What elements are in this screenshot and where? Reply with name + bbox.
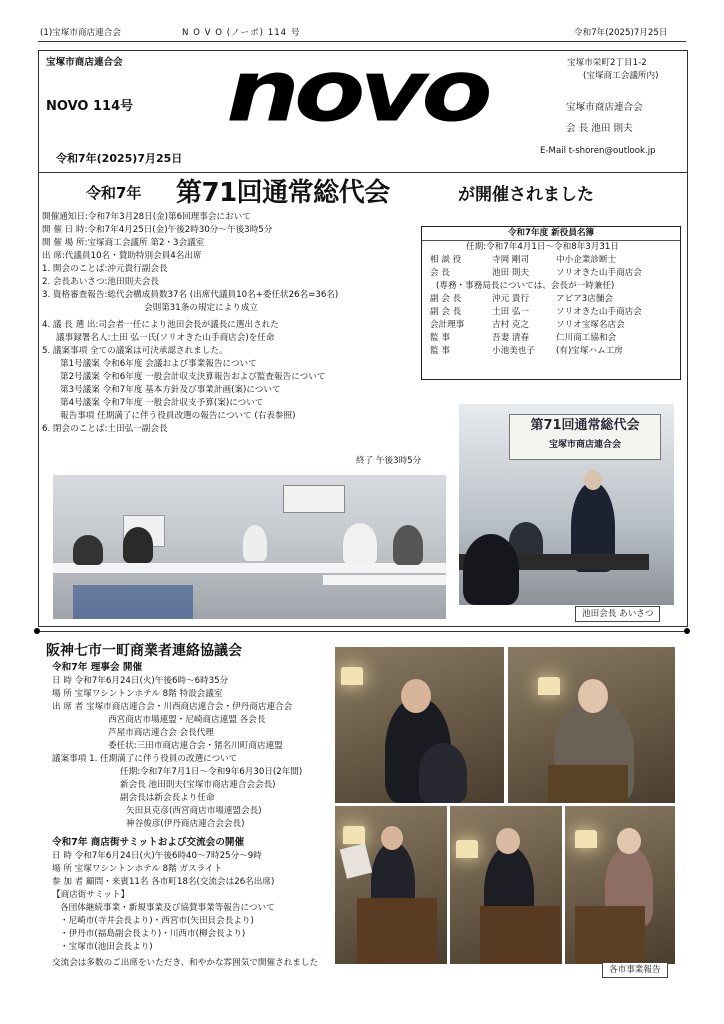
novo-logo: novo — [226, 41, 487, 142]
caption-city-reports: 各市事業報告 — [602, 962, 668, 978]
officer-row — [430, 345, 680, 358]
address-line2: (宝塚商工会議所内) — [583, 71, 659, 81]
meeting-room-photo — [53, 475, 446, 619]
section2-line: 参 加 者 顧問・来賓11名 各市町18名(交流会は26名出席) — [52, 877, 275, 887]
officer-name: 土田 弘一 — [492, 307, 530, 317]
article1-line: 1. 開会のことば:沖元貴行副会長 — [42, 264, 168, 274]
officer-note: (専務・事務局長については、会長が一時兼任) — [436, 281, 615, 291]
section1-line: 芦屋市商店連合会 会長代理 — [108, 728, 214, 738]
officer-org: 中小企業診断士 — [556, 255, 617, 265]
audience-back — [463, 534, 519, 605]
document — [340, 843, 372, 878]
masthead-chair: 会 長 池田 則夫 — [566, 123, 633, 134]
attendee — [393, 525, 423, 565]
article1-line: 3. 資格審査報告:総代会構成員数37名 (出席代議員10名+委任状26名=36名) — [42, 290, 339, 300]
chairs — [73, 585, 193, 619]
section2-line: 【商店街サミット】 — [52, 890, 130, 900]
header-date: 令和7年(2025)7月25日 — [574, 28, 668, 38]
article1-line: 開催通知日:令和7年3月28日(金)第6回理事会において — [42, 212, 251, 222]
section2-line: 場 所 宝塚ワシントンホテル 8階 ガスライト — [52, 864, 223, 874]
section2-line: ・伊丹市(福島副会長より)・川西市(柳会長より) — [60, 929, 246, 939]
article1-line: 第1号議案 令和6年度 会議および事業報告について — [60, 359, 257, 369]
officer-org: ソリオ宝塚名店会 — [556, 320, 625, 330]
section1-line: 任期:令和7年7月1日〜令和9年6月30日(2年間) — [120, 767, 303, 777]
table-row-1 — [53, 563, 446, 573]
officer-role: 副 会 長 — [430, 294, 462, 304]
officer-role: 副 会 長 — [430, 307, 462, 317]
officer-role: 監 事 — [430, 346, 450, 356]
lamp — [538, 677, 560, 695]
speaker-head — [401, 679, 431, 713]
article1-line: 第2号議案 令和6年度 一般会計収支決算報告および監査報告について — [60, 372, 326, 382]
officer-name: 吉村 克之 — [492, 320, 530, 330]
section1-line: 神谷俊彦(伊丹商店連合会会長) — [126, 819, 245, 829]
attendee — [73, 535, 103, 565]
section2-title: 令和7年 商店街サミットおよび交流会の開催 — [52, 837, 245, 848]
summit-photo-3 — [565, 806, 675, 964]
podium — [357, 898, 437, 964]
header-org: (1)宝塚市商店連合会 — [40, 28, 121, 38]
masthead-email: E-Mail t-shoren@outlook.jp — [540, 146, 656, 156]
officer-org: ソリオきた山手商店会 — [556, 307, 642, 317]
officer-row — [430, 306, 680, 319]
officer-row — [430, 254, 680, 267]
article1-body — [42, 211, 338, 436]
masthead-org-right: 宝塚市商店連合会 — [566, 102, 643, 113]
officer-name: 吾妻 清春 — [492, 333, 530, 343]
attendee — [343, 523, 377, 565]
article1-line: 報告事項 任期満了に伴う役員改選の報告について (右表参照) — [60, 411, 296, 421]
board-photo-2 — [508, 647, 675, 803]
officer-role: 相 談 役 — [430, 255, 462, 265]
speaker-head — [496, 828, 520, 854]
officer-name: 沖元 貴行 — [492, 294, 530, 304]
article1-line: 会則第31条の規定により成立 — [144, 303, 259, 313]
meeting-banner — [509, 414, 661, 460]
speaker-head — [584, 470, 602, 490]
article1-line: 開 催 日 時:令和7年4月25日(金)午後2時30分〜午後3時5分 — [42, 225, 273, 235]
article1-title-main: 第71回通常総代会 — [176, 178, 390, 208]
podium — [548, 765, 628, 803]
article1-line: 6. 閉会のことば:土田弘一副会長 — [42, 424, 168, 434]
section1-line: 委任状:三田市商店連合会・猪名川町商店連盟 — [108, 741, 283, 751]
article1-line: 議事録署名人:土田 弘一氏(ソリオきた山手商店会)を任命 — [56, 333, 275, 343]
section2-line: 各団体継続事業・新規事業及び協賛事業等報告について — [60, 903, 275, 913]
article1-line: 4. 議 長 選 出:司会者一任により池田会長が議長に選出された — [42, 320, 279, 330]
lamp — [343, 826, 365, 844]
podium — [575, 906, 645, 964]
article1-line: 第4号議案 令和7年度 一般会計収支予算(案)について — [60, 398, 264, 408]
article1-title-suffix: が開催されました — [458, 185, 594, 205]
officers-title: 令和7年度 新役員名簿 — [422, 227, 680, 241]
article1-line: 第3号議案 令和7年度 基本方針及び事業計画(案)について — [60, 385, 281, 395]
divider-rule — [40, 631, 684, 632]
section1-line: 矢田貝克彦(西宮商店市場連盟会長) — [126, 806, 262, 816]
masthead-org: 宝塚市商店連合会 — [46, 57, 123, 68]
attendee — [123, 527, 153, 563]
officers-list — [422, 254, 680, 358]
section1-line: 西宮商店市場連盟・尼崎商店連盟 各会長 — [108, 715, 266, 725]
officer-role: 会計理事 — [430, 320, 465, 330]
section2-line: ・宝塚市(池田会長より) — [60, 942, 153, 952]
section1-body — [52, 675, 302, 831]
section1-title: 令和7年 理事会 開催 — [52, 662, 143, 673]
speaker-head — [381, 826, 403, 850]
section2-line: 交流会は多数のご出席をいただき、和やかな雰囲気で開催されました — [52, 958, 319, 968]
article1-title-prefix: 令和7年 — [86, 184, 142, 202]
officer-row — [430, 293, 680, 306]
officer-org: ソリオきた山手商店会 — [556, 268, 642, 278]
officers-box — [421, 226, 681, 380]
summit-photo-2 — [450, 806, 562, 964]
room-banner — [283, 485, 345, 513]
section1-line: 日 時 令和7年6月24日(火)午後6時〜6時35分 — [52, 676, 229, 686]
officer-org: アピア3店舗会 — [556, 294, 614, 304]
caption-chair-greeting: 池田会長 あいさつ — [575, 606, 660, 622]
closing-time: 終了 午後3時5分 — [356, 456, 422, 466]
officer-row — [430, 332, 680, 345]
attendee — [243, 525, 267, 561]
officer-org: 仁川商工協和会 — [556, 333, 617, 343]
table-row-2 — [323, 575, 446, 585]
banner-title: 第71回通常総代会 — [530, 418, 640, 433]
speaker-head — [578, 679, 608, 713]
section1-line: 出 席 者 宝塚市商店連合会・川西商店連合会・伊丹商店連合会 — [52, 702, 293, 712]
speaker-head — [617, 828, 641, 854]
article1-line: 出 席:代議員10名・賛助特別会員4名出席 — [42, 251, 202, 261]
officers-term: 任期:令和7年4月1日〜令和8年3月31日 — [466, 242, 619, 252]
officer-name: 小池美也子 — [492, 346, 535, 356]
address-line1: 宝塚市栄町2丁目1-2 — [567, 58, 647, 68]
section1-line: 新会長 池田則夫(宝塚市商店連合会会長) — [120, 780, 276, 790]
section1-line: 副会長は新会長より任命 — [120, 793, 215, 803]
officer-row — [430, 319, 680, 332]
attendee — [419, 743, 467, 803]
section2-line: 日 時 令和7年6月24日(火)午後6時40〜7時25分〜9時 — [52, 851, 262, 861]
summit-photo-1 — [335, 806, 447, 964]
officer-name: 池田 則夫 — [492, 268, 530, 278]
officer-org: (有)宝塚ハム工房 — [556, 346, 623, 356]
header-issue: N O V O (ノーボ) 114 号 — [182, 28, 301, 38]
officer-row — [430, 267, 680, 280]
podium — [480, 906, 560, 964]
board-photo-1 — [335, 647, 504, 803]
section2-body — [52, 850, 318, 970]
lamp — [456, 840, 478, 858]
section1-line: 場 所 宝塚ワシントンホテル 8階 特設会議室 — [52, 689, 223, 699]
article1-line: 2. 会長あいさつ:池田則夫会長 — [42, 277, 159, 287]
officer-role: 会 長 — [430, 268, 450, 278]
article1-line: 5. 議案事項 全ての議案は可決承認されました。 — [42, 346, 228, 356]
section2-line: ・尼崎市(寺井会長より)・西宮市(矢田貝会長より) — [60, 916, 254, 926]
officer-role: 監 事 — [430, 333, 450, 343]
officer-name: 寺岡 剛司 — [492, 255, 530, 265]
article2-title: 阪神七市一町商業者連絡協議会 — [46, 643, 242, 659]
chair-greeting-photo — [459, 404, 674, 605]
masthead-issue: NOVO 114号 — [46, 99, 134, 114]
lamp — [341, 667, 363, 685]
article1-line: 開 催 場 所:宝塚商工会議所 第2・3会議室 — [42, 238, 205, 248]
divider-dot — [684, 628, 690, 634]
banner-subtitle: 宝塚市商店連合会 — [548, 440, 621, 450]
masthead-date: 令和7年(2025)7月25日 — [56, 152, 183, 165]
section1-line: 議案事項 1. 任期満了に伴う役員の改選について — [52, 754, 238, 764]
lamp — [575, 830, 597, 848]
